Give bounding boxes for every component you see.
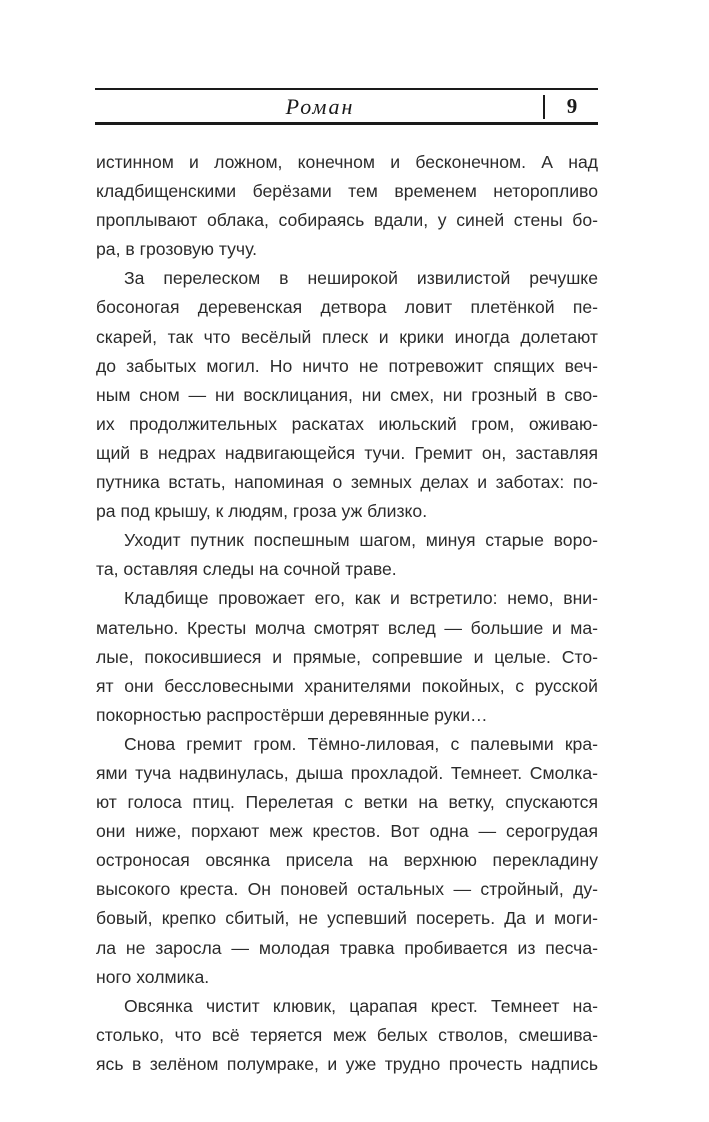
- text-line: ясь в зелёном полумраке, и уже трудно прочесть надпись: [96, 1053, 598, 1074]
- text-line: покорностью распростёрши деревянные руки…: [96, 704, 488, 725]
- text-line: ят они бессловесными хранителями покойных, с русской: [96, 675, 598, 696]
- text-line: ями туча надвинулась, дыша прохладой. Темнеет. Смолка-: [96, 762, 598, 783]
- paragraph-first-line: Снова гремит гром. Тёмно-лиловая, с палевыми кра-: [124, 733, 598, 754]
- text-line: ным сном — ни восклицания, ни смех, ни грозный в сво-: [96, 384, 598, 405]
- running-title: Роман: [285, 94, 355, 119]
- text-line: истинном и ложном, конечном и бесконечном. А над: [96, 152, 598, 172]
- text-line: лые, покосившиеся и прямые, сопревшие и целые. Сто-: [96, 646, 598, 667]
- text-line: та, оставляя следы на сочной траве.: [96, 559, 397, 580]
- paragraph-first-line: Уходит путник поспешным шагом, минуя старые воро-: [124, 530, 598, 551]
- text-line: ла не заросла — молодая травка пробивается из песча-: [96, 937, 598, 958]
- text-line: босоногая деревенская детвора ловит плетёнкой пе-: [96, 297, 598, 318]
- text-line: до забытых могил. Но ничто не потревожит спящих веч-: [96, 355, 598, 376]
- text-line: их продолжительных раскатах июльский гром, оживаю-: [96, 413, 598, 434]
- header-bottom-rule: [95, 122, 598, 125]
- text-line: щий в недрах надвигающейся тучи. Гремит он, заставляя: [96, 442, 598, 463]
- paragraph-first-line: За перелеском в неширокой извилистой речушке: [124, 268, 598, 289]
- running-header: [95, 88, 598, 126]
- text-line: скарей, так что весёлый плеск и крики иногда долетают: [96, 326, 598, 347]
- header-divider: [543, 95, 545, 119]
- text-line: ра, в грозовую тучу.: [96, 239, 258, 260]
- text-line: кладбищенскими берёзами тем временем неторопливо: [96, 181, 598, 202]
- text-line: остроносая овсянка присела на верхнюю перекладину: [96, 850, 598, 871]
- page-number: 9: [566, 94, 578, 118]
- text-line: столько, что всё теряется меж белых стволов, смешива-: [96, 1024, 598, 1045]
- text-line: ного холмика.: [96, 966, 210, 987]
- text-line: ра под крышу, к людям, гроза уж близко.: [96, 501, 428, 522]
- text-line: путника встать, напоминая о земных делах и заботах: по-: [96, 472, 598, 493]
- text-line: проплывают облака, собираясь вдали, у синей стены бо-: [96, 210, 598, 231]
- text-line: мательно. Кресты молча смотрят вслед — большие и ма-: [96, 617, 598, 638]
- text-line: бовый, крепко сбитый, не успевший посереть. Да и моги-: [96, 908, 598, 929]
- text-line: они ниже, порхают меж крестов. Вот одна — серогрудая: [96, 821, 598, 842]
- text-line: ют голоса птиц. Перелетая с ветки на ветку, спускаются: [96, 792, 598, 813]
- text-line: высокого креста. Он поновей остальных — стройный, ду-: [96, 879, 598, 900]
- paragraph-first-line: Овсянка чистит клювик, царапая крест. Темнеет на-: [124, 995, 598, 1016]
- body-text: [96, 148, 598, 1079]
- header-top-rule: [95, 88, 598, 90]
- paragraph-first-line: Кладбище провожает его, как и встретило: немо, вни-: [124, 588, 598, 609]
